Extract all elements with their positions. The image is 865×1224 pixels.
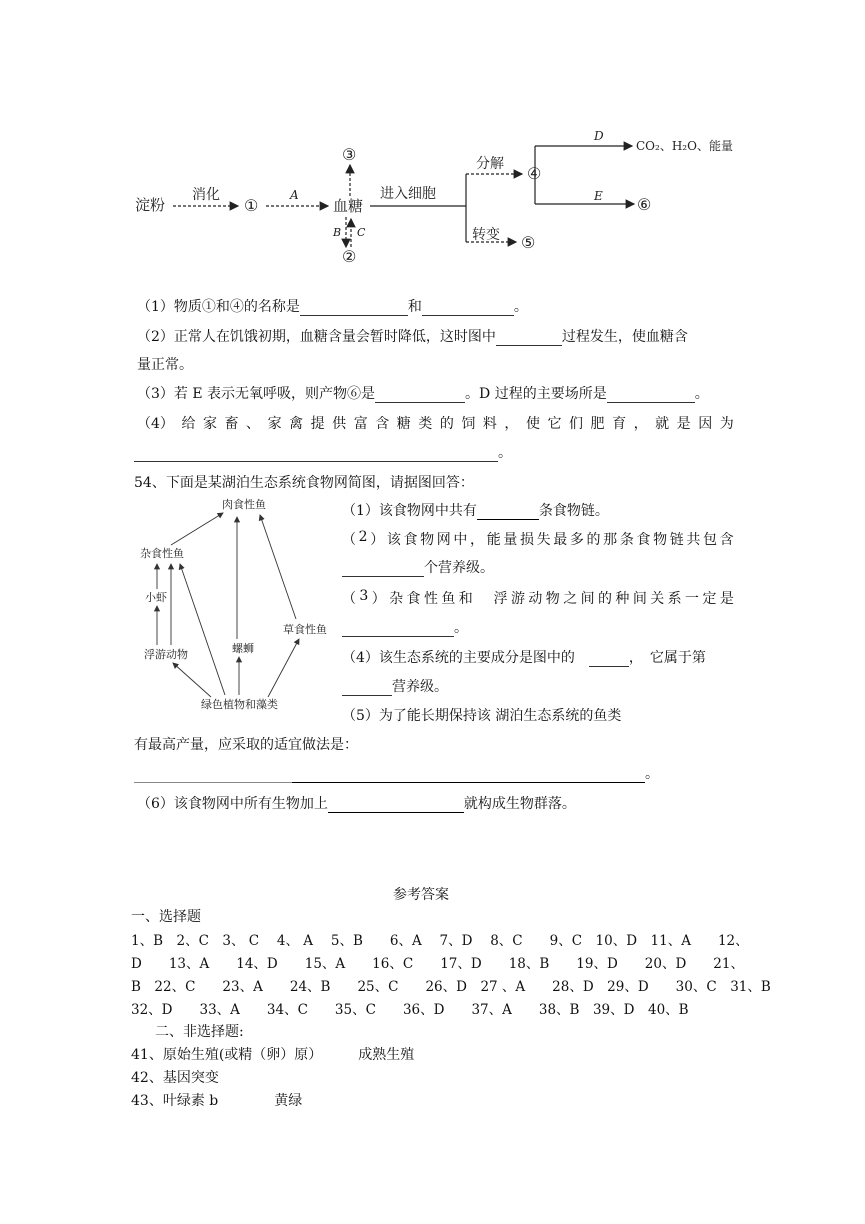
- char: 3: [359, 588, 369, 604]
- web-shrimp: 小虾: [145, 591, 167, 604]
- answers-line4: 32、D 33、A 34、C 35、C 36、D 37、A 38、B 39、D 40、B: [131, 1002, 689, 1018]
- q53-part4-cont: 。: [134, 442, 512, 462]
- char: 食: [636, 532, 651, 548]
- char: 食: [406, 591, 421, 607]
- char: ，: [470, 532, 485, 548]
- char: 一: [685, 591, 700, 607]
- char: 游: [510, 591, 525, 607]
- answers-section2: 二、非选择题:: [155, 1024, 244, 1040]
- blank-54-6[interactable]: [328, 798, 464, 813]
- products-label: CO₂、H₂O、能量: [636, 139, 733, 153]
- q53-part2: （2）正常人在饥饿初期，血糖含量会暂时降低，这时图中 过程发生，使血糖含: [137, 329, 688, 345]
- node-2: ②: [342, 247, 357, 266]
- blank-54-5a[interactable]: [134, 768, 292, 783]
- char: 定: [702, 591, 717, 607]
- char: 提: [310, 416, 325, 432]
- q54-sub4: （4）该生态系统的主要成分是图中的 ， 它属于第: [342, 650, 706, 666]
- char: 类: [418, 416, 433, 432]
- char: 性: [423, 591, 438, 607]
- q54-sub2: [342, 529, 734, 549]
- char: ）: [370, 532, 385, 548]
- label-d: D: [594, 129, 604, 143]
- q54-sub4-cont: 营养级。: [342, 676, 448, 696]
- char: 的: [439, 416, 454, 432]
- blank-54-4b[interactable]: [342, 681, 392, 696]
- char: 动: [528, 591, 543, 607]
- node-5: ⑤: [521, 233, 536, 252]
- decompose-label: 分解: [476, 156, 504, 172]
- char: 育: [612, 416, 627, 432]
- q54-sub3-cont: 。: [342, 617, 468, 637]
- label-b: B: [333, 226, 342, 239]
- blank-3a[interactable]: [375, 388, 465, 403]
- char: 含: [375, 416, 390, 432]
- answers-section1: 一、选择题: [131, 909, 201, 925]
- char: 最: [553, 532, 568, 548]
- char: [476, 588, 490, 608]
- q54-intro: 54、下面是某湖泊生态系统食物网简图，请据图回答：: [134, 475, 474, 491]
- node-4: ④: [527, 164, 542, 183]
- food-web-diagram: [133, 495, 333, 720]
- char: 物: [545, 591, 560, 607]
- char: 失: [536, 532, 551, 548]
- char: 网: [436, 532, 451, 548]
- q54-sub1: （1）该食物网中共有 条食物链。: [342, 503, 609, 519]
- node-6: ⑥: [637, 195, 652, 214]
- char: 供: [332, 416, 347, 432]
- q53-part2-cont: 量正常。: [137, 357, 193, 373]
- char: 因: [698, 416, 713, 432]
- node-1: ①: [244, 196, 259, 215]
- blank-54-2[interactable]: [342, 562, 424, 577]
- metabolism-diagram: [0, 0, 865, 280]
- answer-42: 42、基因突变: [131, 1070, 219, 1086]
- answer-43: 43、叶绿素 b 黄绿: [131, 1093, 303, 1109]
- char: 杂: [389, 591, 404, 607]
- char: 它: [547, 416, 562, 432]
- char: 富: [353, 416, 368, 432]
- q54-sub2-cont: 个营养级。: [342, 557, 494, 577]
- char: 家: [267, 416, 282, 432]
- char: 鱼: [441, 591, 456, 607]
- char: 料: [482, 416, 497, 432]
- node-3: ③: [342, 145, 357, 164]
- char: 、: [246, 416, 261, 432]
- blank-4[interactable]: [134, 447, 498, 462]
- q53-part1: （1）物质①和④的名称是 和 。: [137, 299, 528, 315]
- transform-label: 转变: [472, 227, 500, 243]
- blank-54-4a[interactable]: [589, 652, 629, 667]
- char: 物: [653, 532, 668, 548]
- char: 是: [719, 591, 734, 607]
- char: 包: [703, 532, 718, 548]
- starch-label: 淀粉: [135, 196, 166, 214]
- answers-line2: D 13、A 14、D 15、A 16、C 17、D 18、B 19、D 20、D 21、: [131, 956, 744, 972]
- char: 共: [686, 532, 701, 548]
- q53-part4: [137, 413, 734, 433]
- char: 物: [420, 532, 435, 548]
- char: 家: [202, 416, 217, 432]
- label-c: C: [357, 226, 366, 239]
- char: 和: [458, 591, 473, 607]
- char: 饲: [461, 416, 476, 432]
- blank-54-5b[interactable]: [292, 768, 645, 783]
- digest-label: 消化: [192, 187, 220, 203]
- char: ，: [504, 416, 519, 432]
- q54-sub5-answer: 。: [134, 763, 659, 783]
- char: 给: [181, 416, 196, 432]
- char: 间: [632, 591, 647, 607]
- edge-omnivore-carnivore: [171, 513, 223, 545]
- answers-line1: 1、B 2、C 3、 C 4、 A 5、B 6、A 7、D 8、C 9、C 10、D 11、A 12、: [131, 933, 749, 949]
- char: 糖: [396, 416, 411, 432]
- blood-sugar-label: 血糖: [333, 197, 364, 215]
- blank-3b[interactable]: [607, 388, 695, 403]
- char: 禽: [289, 416, 304, 432]
- char: 们: [569, 416, 584, 432]
- char: 就: [655, 416, 670, 432]
- label-a: A: [290, 188, 299, 202]
- blank-54-1[interactable]: [477, 505, 539, 520]
- char: 使: [525, 416, 540, 432]
- char: 浮: [493, 591, 508, 607]
- char: 系: [667, 591, 682, 607]
- char: 链: [669, 532, 684, 548]
- char: 的: [598, 591, 613, 607]
- char: （: [342, 532, 356, 548]
- label-e: E: [594, 189, 603, 203]
- char: ，: [633, 416, 648, 432]
- edge-producer-herbivore: [268, 639, 299, 697]
- blank-1b[interactable]: [422, 301, 514, 316]
- q54-sub3: [342, 588, 734, 608]
- answers-line3: B 22、C 23、A 24、B 25、C 26、D 27 、A 28、D 29、D 30、C 31、B: [131, 979, 771, 995]
- char: 畜: [224, 416, 239, 432]
- char: 那: [603, 532, 618, 548]
- blank-1a[interactable]: [300, 301, 408, 316]
- web-omnivore: 杂食性鱼: [140, 547, 184, 560]
- web-snail: 螺蛳: [232, 642, 254, 655]
- char: ）: [371, 591, 386, 607]
- char: 能: [486, 532, 501, 548]
- char: 之: [563, 591, 578, 607]
- char: 间: [580, 591, 595, 607]
- blank-54-3[interactable]: [342, 622, 454, 637]
- char: 是: [676, 416, 691, 432]
- web-zooplankton: 浮游动物: [144, 648, 188, 661]
- edge-herbivore-carnivore: [260, 515, 296, 619]
- answers-title: 参考答案: [393, 887, 449, 903]
- char: 中: [453, 532, 468, 548]
- q54-sub5: （5）为了能长期保持该 湖泊生态系统的鱼类: [342, 708, 622, 724]
- char: （4）: [137, 416, 174, 432]
- char: 该: [386, 532, 401, 548]
- q54-sub6: （6）该食物网中所有生物加上 就构成生物群落。: [137, 796, 576, 812]
- char: 量: [503, 532, 518, 548]
- blank-2[interactable]: [496, 331, 562, 346]
- edge-producer-zooplankton: [173, 663, 211, 697]
- char: 2: [358, 529, 368, 545]
- web-herbivore: 草食性鱼: [283, 623, 327, 636]
- q54-sub5-cont: 有最高产量，应采取的适宜做法是：: [134, 737, 358, 753]
- char: 含: [719, 532, 734, 548]
- enter-cell-label: 进入细胞: [380, 186, 436, 202]
- char: 条: [619, 532, 634, 548]
- answer-41: 41、原始生殖(或精（卵）原） 成熟生殖: [131, 1047, 415, 1063]
- char: 关: [650, 591, 665, 607]
- web-producer: 绿色植物和藻类: [201, 698, 278, 711]
- char: 为: [719, 416, 734, 432]
- char: 肥: [590, 416, 605, 432]
- char: （: [342, 591, 356, 607]
- char: 损: [519, 532, 534, 548]
- web-carnivore: 肉食性鱼: [222, 498, 266, 511]
- q53-part3: （3）若 E 表示无氧呼吸，则产物⑥是 。D 过程的主要场所是 。: [137, 386, 709, 402]
- char: 食: [403, 532, 418, 548]
- char: 种: [615, 591, 630, 607]
- char: 多: [569, 532, 584, 548]
- char: 的: [586, 532, 601, 548]
